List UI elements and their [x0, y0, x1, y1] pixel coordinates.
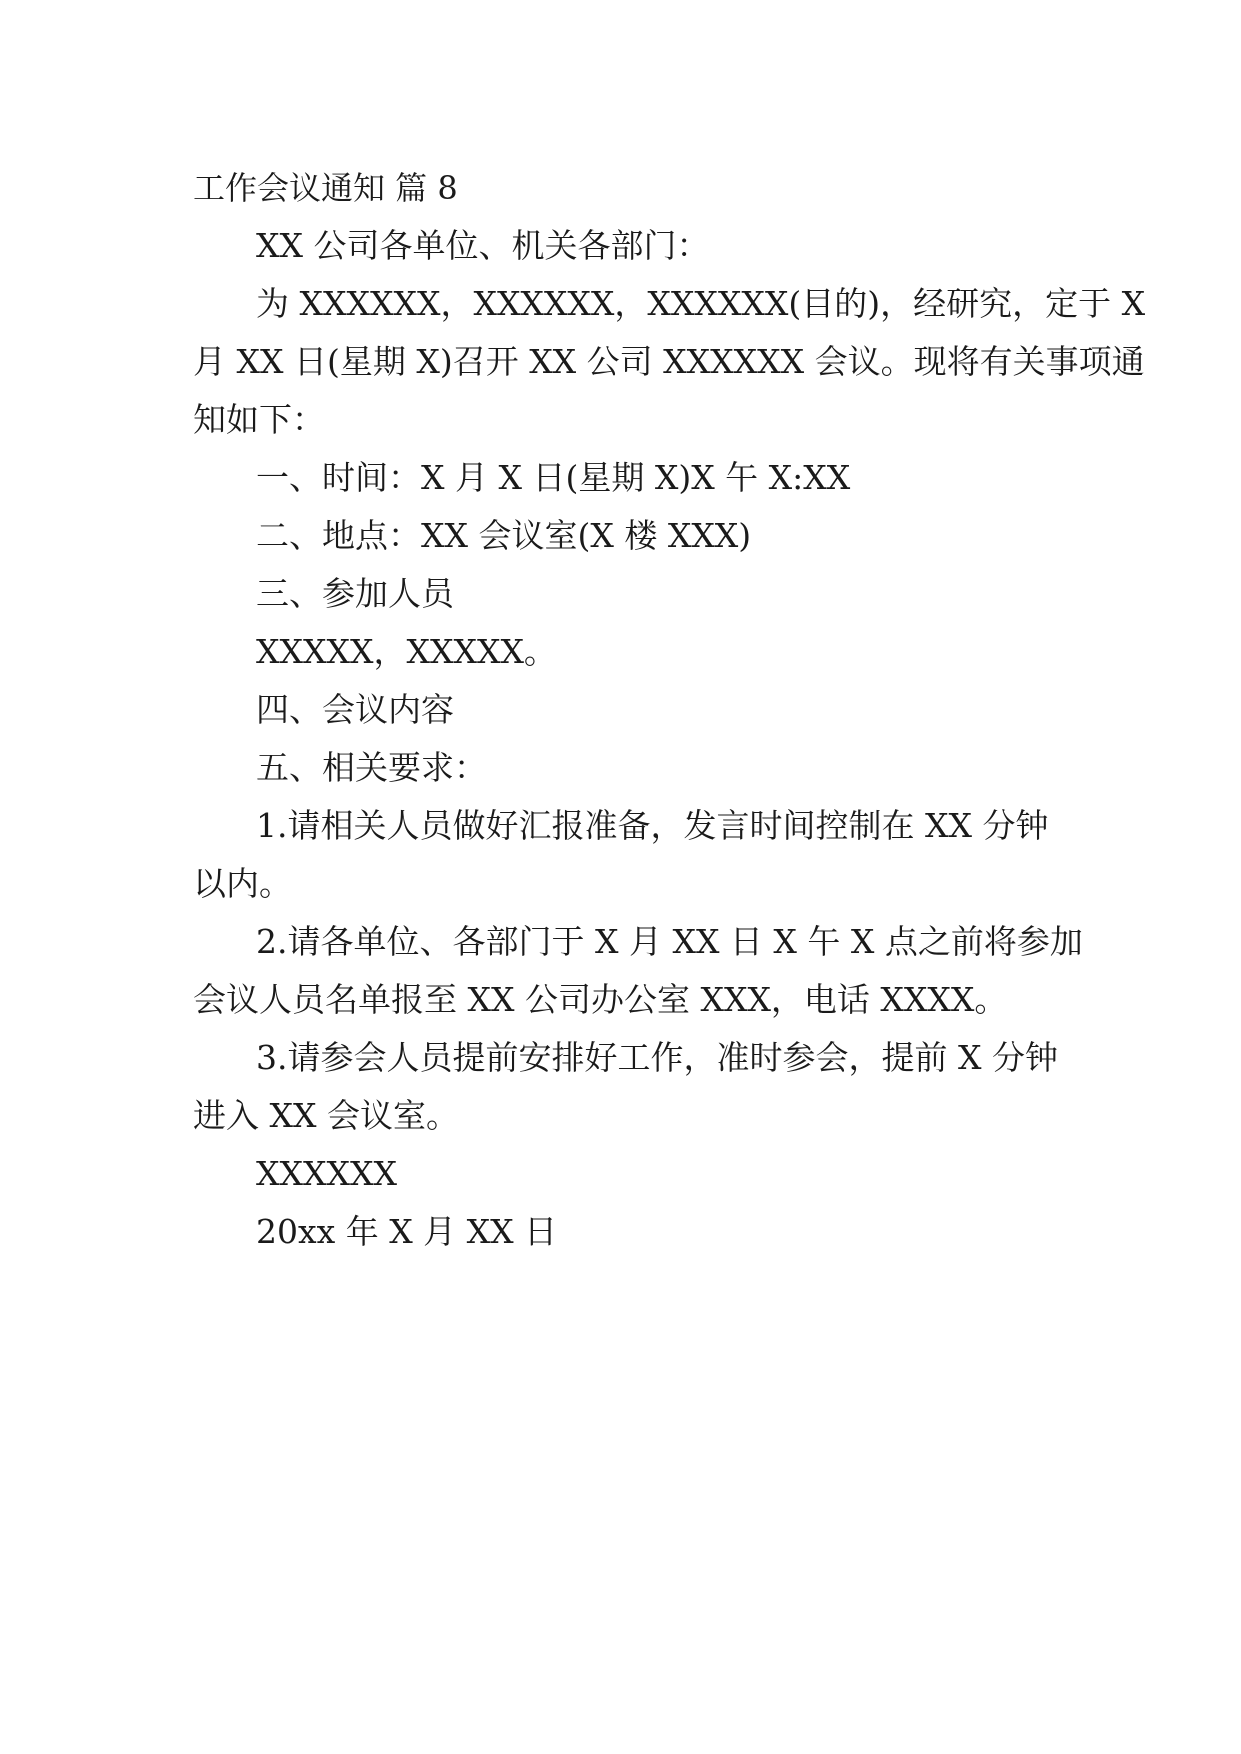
requirement-1-line-1: 1.请相关人员做好汇报准备，发言时间控制在 XX 分钟: [256, 806, 1049, 845]
intro-line-2: 月 XX 日(星期 X)召开 XX 公司 XXXXXX 会议。现将有关事项通: [193, 342, 1145, 381]
document-title: 工作会议通知 篇 8: [193, 169, 458, 207]
participants-list: XXXXX，XXXXX。: [256, 632, 557, 671]
signature: XXXXXX: [256, 1154, 397, 1193]
item-content: 四、会议内容: [256, 690, 454, 729]
intro-line-1: 为 XXXXXX，XXXXXX，XXXXXX(目的)，经研究，定于 X: [256, 284, 1146, 323]
requirement-2-line-2: 会议人员名单报至 XX 公司办公室 XXX，电话 XXXX。: [193, 980, 1008, 1019]
item-requirements: 五、相关要求：: [256, 748, 487, 787]
intro-line-3: 知如下：: [193, 400, 325, 439]
item-participants: 三、参加人员: [256, 574, 454, 613]
requirement-1-line-2: 以内。: [193, 864, 292, 903]
document-date: 20xx 年 X 月 XX 日: [256, 1212, 558, 1251]
salutation: XX 公司各单位、机关各部门：: [256, 226, 710, 265]
item-place: 二、地点：XX 会议室(X 楼 XXX): [256, 516, 752, 555]
item-time: 一、时间：X 月 X 日(星期 X)X 午 X:XX: [256, 458, 851, 497]
requirement-2-line-1: 2.请各单位、各部门于 X 月 XX 日 X 午 X 点之前将参加: [256, 922, 1083, 961]
requirement-3-line-2: 进入 XX 会议室。: [193, 1096, 459, 1135]
requirement-3-line-1: 3.请参会人员提前安排好工作，准时参会，提前 X 分钟: [256, 1038, 1058, 1077]
